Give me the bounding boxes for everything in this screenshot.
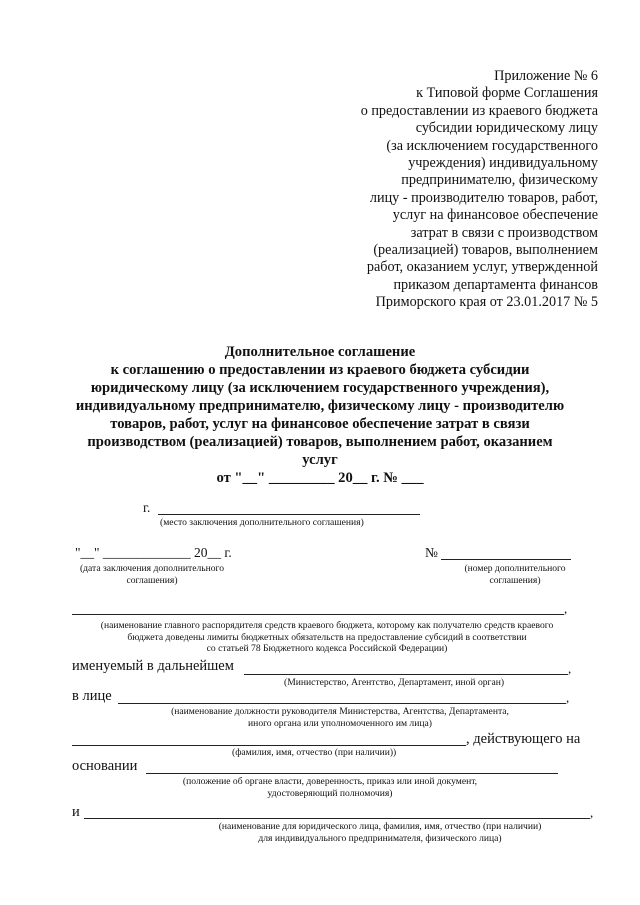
appendix-line: услуг на финансовое обеспечение: [392, 207, 598, 224]
title-line: товаров, работ, услуг на финансовое обеспечение затрат в связи: [110, 416, 530, 432]
date-caption: [62, 563, 242, 586]
basis-caption-line: (положение об органе власти, доверенность, приказ или иной документ,: [182, 776, 478, 787]
document-title: [0, 343, 640, 487]
basis-caption-line: удостоверяющий полномочия): [267, 787, 393, 799]
person-label: в лице: [72, 688, 112, 704]
title-line: услуг: [302, 452, 338, 468]
org-caption-line: бюджета доведены лимиты бюджетных обязательств на предоставление субсидий в соответствии: [127, 631, 527, 643]
recipient-field[interactable]: [84, 818, 590, 819]
comma-mark: ,: [564, 601, 568, 616]
appendix-line: предпринимателю, физическому: [401, 172, 598, 189]
appendix-line: (реализацией) товаров, выполнением: [373, 242, 598, 259]
agreement-date-field[interactable]: "__" _____________ 20__ г.: [75, 545, 232, 560]
appendix-line: субсидии юридическому лицу: [415, 120, 598, 137]
fio-field[interactable]: [72, 745, 466, 746]
title-line: к соглашению о предоставлении из краевого бюджета субсидии: [110, 362, 530, 378]
and-label: и: [72, 804, 80, 820]
named-field[interactable]: [244, 674, 568, 675]
appendix-line: затрат в связи с производством: [410, 224, 598, 241]
appendix-line: лицу - производителю товаров, работ,: [369, 189, 598, 206]
appendix-block: [361, 68, 598, 312]
city-field[interactable]: [158, 514, 420, 515]
recipient-caption-line: (наименование для юридического лица, фамилия, имя, отчество (при наличии): [218, 821, 542, 832]
comma-mark: ,: [566, 690, 570, 705]
date-caption-line: соглашения): [126, 574, 178, 586]
appendix-line: приказом департамента финансов: [393, 276, 598, 293]
named-label: именуемый в дальнейшем: [72, 658, 234, 674]
person-caption-line: (наименование должности руководителя Министерства, Агентства, Департамента,: [171, 706, 509, 717]
person-field[interactable]: [118, 703, 566, 704]
title-line: Дополнительное соглашение: [224, 344, 416, 360]
basis-label: основании: [72, 758, 138, 774]
title-date-line: от "__" _________ 20__ г. № ___: [216, 470, 424, 486]
basis-field[interactable]: [146, 773, 558, 774]
appendix-line: работ, оказанием услуг, утвержденной: [366, 259, 598, 276]
fio-caption: (фамилия, имя, отчество (при наличии)): [232, 747, 397, 758]
appendix-line: к Типовой форме Соглашения: [416, 85, 598, 102]
person-caption-line: иного органа или уполномоченного им лица): [248, 717, 432, 729]
comma-mark: ,: [568, 661, 572, 676]
organization-field[interactable]: [72, 614, 564, 615]
city-caption: (место заключения дополнительного соглашения): [160, 517, 364, 528]
date-caption-line: (дата заключения дополнительного: [79, 563, 225, 574]
title-line: юридическому лицу (за исключением государственного учреждения),: [90, 380, 550, 396]
recipient-caption-line: для индивидуального предпринимателя, физического лица): [258, 832, 502, 844]
acting-suffix: , действующего на: [466, 731, 581, 747]
appendix-line: Приложение № 6: [494, 68, 598, 84]
org-caption-line: со статьей 78 Бюджетного кодекса Российской Федерации): [206, 643, 448, 654]
basis-caption: [150, 776, 510, 799]
number-prefix: №: [425, 545, 438, 560]
number-caption-line: соглашения): [489, 574, 541, 586]
number-field[interactable]: [441, 559, 571, 560]
person-caption: [140, 706, 540, 729]
appendix-line: о предоставлении из краевого бюджета: [360, 102, 598, 119]
city-prefix: г.: [143, 500, 151, 515]
appendix-line: учреждения) индивидуальному: [408, 155, 598, 172]
number-caption-line: (номер дополнительного: [464, 563, 566, 574]
named-caption: (Министерство, Агентство, Департамент, иной орган): [284, 677, 505, 688]
comma-mark: ,: [590, 805, 594, 820]
title-line: производством (реализацией) товаров, выполнением работ, оказанием: [87, 434, 553, 450]
appendix-line: Приморского края от 23.01.2017 № 5: [375, 294, 598, 311]
recipient-caption: [180, 821, 580, 844]
title-line: индивидуальному предпринимателю, физическому лицу - производителю: [75, 398, 565, 414]
org-caption-line: (наименование главного распорядителя средств краевого бюджета, которому как получателю средств краевого: [100, 620, 554, 631]
organization-caption: [62, 620, 592, 655]
number-caption: [452, 563, 578, 586]
appendix-line: (за исключением государственного: [386, 137, 598, 154]
